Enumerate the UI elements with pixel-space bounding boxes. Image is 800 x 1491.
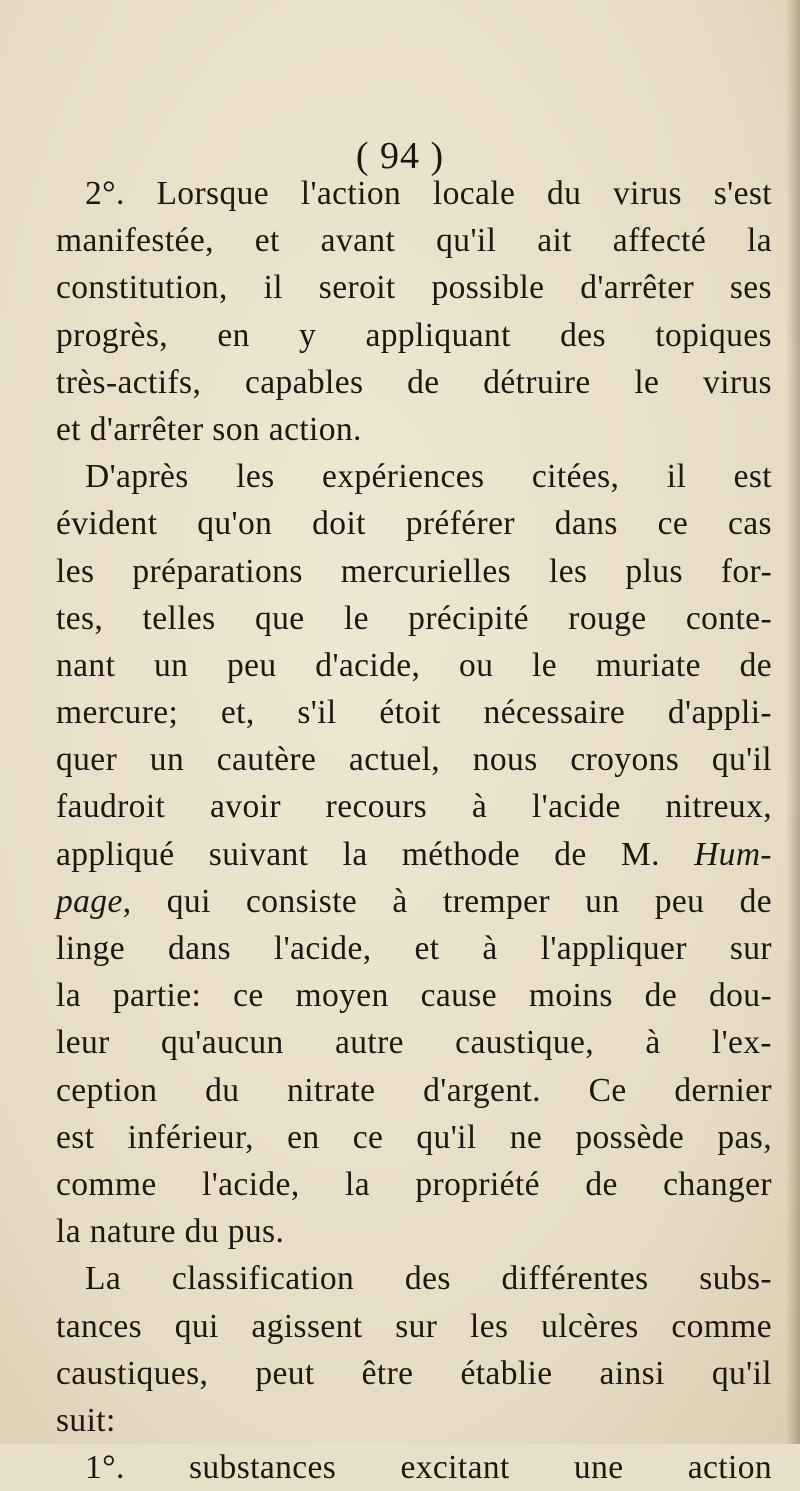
text-line-22: comme l'acide, la propriété de changer [56, 1165, 772, 1203]
text-line-17: linge dans l'acide, et à l'appliquer sur [56, 930, 772, 967]
text-line-21: est inférieur, en ce qu'il ne possède pas, [56, 1118, 772, 1156]
text-line-6: et d'arrêter son action. [56, 410, 362, 448]
text-line-19: leur qu'aucun autre caustique, à l'ex- [56, 1024, 772, 1062]
text-line-16-italic: page [56, 882, 123, 920]
text-line-1: 2°. Lorsque l'action locale du virus s'est [85, 175, 772, 212]
text-line-10: tes, telles que le précipité rouge conte- [56, 599, 772, 637]
body-text [56, 170, 772, 1491]
text-line-9: les préparations mercurielles les plus for- [56, 552, 772, 590]
text-line-20: ception du nitrate d'argent. Ce dernier [56, 1071, 772, 1109]
page-number: ( 94 ) [355, 135, 445, 177]
text-line-12: mercure; et, s'il étoit nécessaire d'appli- [56, 694, 772, 732]
text-line-25: tances qui agissent sur les ulcères comme [56, 1307, 772, 1345]
text-line-11: nant un peu d'acide, ou le muriate de [56, 646, 772, 684]
text-line-24: La classification des différentes subs- [85, 1260, 772, 1298]
text-line-16 [56, 878, 772, 925]
text-line-15-italic: Hum- [694, 835, 772, 873]
text-line-3: constitution, il seroit possible d'arrêter ses [56, 269, 772, 307]
text-line-15 [56, 831, 772, 878]
text-line-5: très-actifs, capables de détruire le virus [56, 363, 772, 401]
text-line-16-regular: , qui consiste à tremper un peu de [122, 882, 772, 920]
text-line-18: la partie: ce moyen cause moins de dou- [56, 977, 772, 1015]
text-line-13: quer un cautère actuel, nous croyons qu'il [56, 741, 772, 779]
text-line-4: progrès, en y appliquant des topiques [56, 316, 772, 354]
text-line-26: caustiques, peut être établie ainsi qu'il [56, 1354, 772, 1392]
text-line-27: suit: [56, 1401, 116, 1439]
text-line-8: évident qu'on doit préférer dans ce cas [56, 505, 772, 543]
text-line-23: la nature du pus. [56, 1213, 285, 1251]
text-line-7: D'après les expériences citées, il est [85, 458, 772, 496]
text-line-14: faudroit avoir recours à l'acide nitreux, [56, 788, 772, 826]
text-line-28: 1°. substances excitant une action [85, 1449, 772, 1487]
text-line-2: manifestée, et avant qu'il ait affecté la [56, 222, 772, 260]
text-line-15-regular: appliqué suivant la méthode de M. [56, 835, 695, 873]
page-edge-shadow [786, 0, 800, 1444]
